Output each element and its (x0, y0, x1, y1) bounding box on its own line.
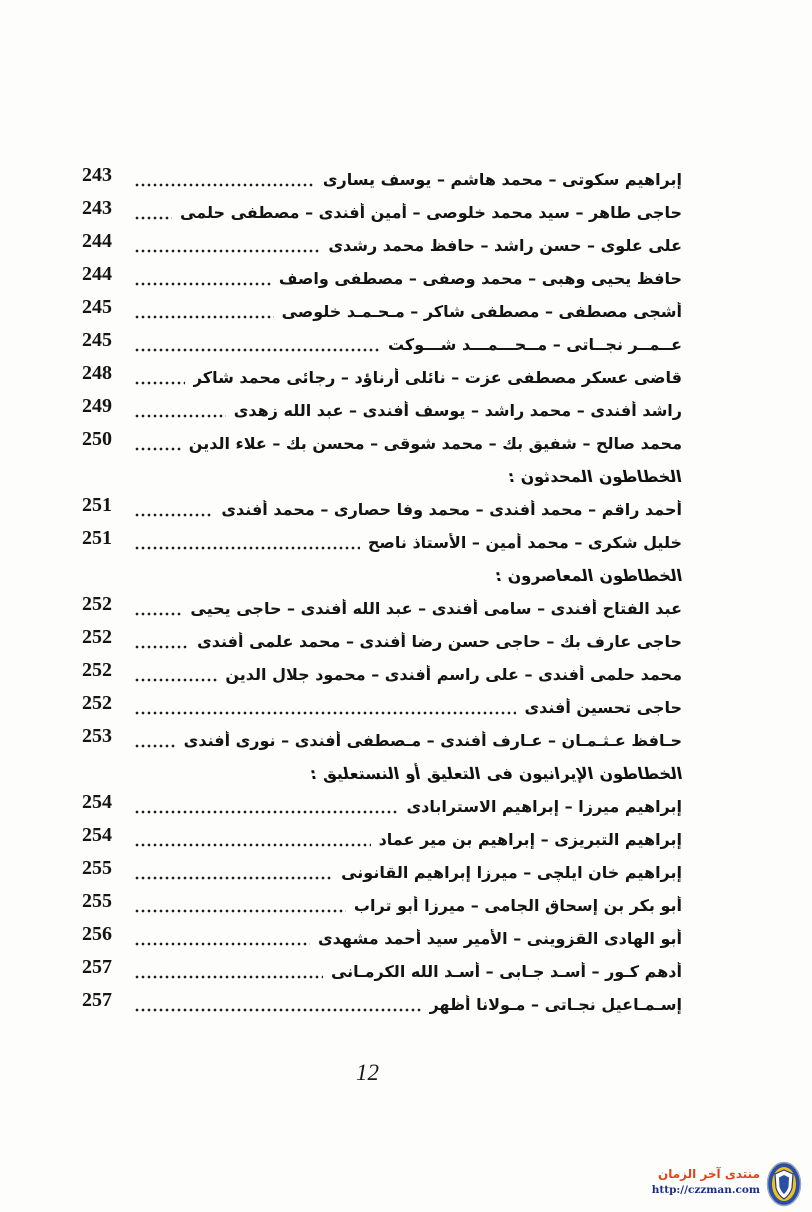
page-reference: 253 (82, 725, 112, 747)
dot-leader (134, 691, 516, 724)
toc-entry (82, 625, 682, 658)
page-reference: 245 (82, 329, 112, 351)
dot-leader (134, 526, 360, 559)
dot-leader (134, 493, 213, 526)
page-reference: 257 (82, 989, 112, 1011)
dot-leader (134, 229, 320, 262)
toc-entry (82, 889, 682, 922)
entry-names: إبراهيم خان ايلچى – ميرزا إبراهيم القانونى (341, 863, 682, 882)
page-reference: 255 (82, 890, 112, 912)
page-reference: 243 (82, 197, 112, 219)
shield-logo-icon (766, 1161, 802, 1207)
table-of-contents (82, 163, 682, 1021)
toc-entry (82, 262, 682, 295)
page-reference: 254 (82, 791, 112, 813)
watermark-site-name: منتدى آخر الزمان (658, 1167, 760, 1181)
toc-entry (82, 196, 682, 229)
toc-entry (82, 823, 682, 856)
toc-entry (82, 163, 682, 196)
page-reference: 251 (82, 494, 112, 516)
section-heading-row (82, 460, 682, 493)
toc-entry (82, 724, 682, 757)
toc-entry (82, 592, 682, 625)
toc-entry (82, 790, 682, 823)
dot-leader (134, 361, 185, 394)
section-heading-row (82, 757, 682, 790)
page-reference: 250 (82, 428, 112, 450)
watermark-url[interactable]: http://czzman.com (651, 1184, 760, 1196)
page-reference: 252 (82, 659, 112, 681)
entry-names: حـافظ عـثـمـان – عـارف أفندى – مـصطفى أفندى – نورى أفندى (183, 731, 682, 750)
toc-entry (82, 691, 682, 724)
page-reference: 249 (82, 395, 112, 417)
page-number: 12 (356, 1060, 379, 1085)
toc-entry (82, 988, 682, 1021)
entry-names: راشد أفندى – محمد راشد – يوسف أفندى – عبد الله زهدى (233, 401, 682, 420)
page-reference: 244 (82, 230, 112, 252)
toc-entry (82, 955, 682, 988)
toc-entry (82, 493, 682, 526)
dot-leader (134, 988, 421, 1021)
toc-entry (82, 922, 682, 955)
toc-entry (82, 328, 682, 361)
dot-leader (134, 955, 323, 988)
page-reference: 243 (82, 164, 112, 186)
entry-names: أدهم كـور – أسـد جـابى – أسـد الله الكرمـانى (330, 962, 682, 981)
toc-entry (82, 229, 682, 262)
dot-leader (134, 328, 380, 361)
page-reference: 257 (82, 956, 112, 978)
page-reference: 254 (82, 824, 112, 846)
page-reference: 252 (82, 692, 112, 714)
section-heading: الخطاطون الإيرانيون فى التعليق أو النستعليق : (308, 764, 684, 783)
page-reference: 251 (82, 527, 112, 549)
entry-names: حاجى عارف بك – حاجى حسن رضا أفندى – محمد علمى أفندى (197, 632, 682, 651)
dot-leader (134, 658, 217, 691)
dot-leader (134, 163, 315, 196)
toc-entry (82, 526, 682, 559)
section-heading: الخطاطون المحدثون : (506, 467, 684, 486)
entry-names: حاجى تحسين أفندى (524, 698, 682, 717)
section-heading: الخطاطون المعاصرون : (493, 566, 684, 585)
page-reference: 248 (82, 362, 112, 384)
dot-leader (134, 196, 172, 229)
dot-leader (134, 922, 310, 955)
page-reference: 245 (82, 296, 112, 318)
page-reference: 255 (82, 857, 112, 879)
dot-leader (134, 295, 274, 328)
page-reference: 252 (82, 593, 112, 615)
dot-leader (134, 394, 226, 427)
entry-names: إبراهيم سكوتى – محمد هاشم – يوسف يسارى (322, 170, 682, 189)
toc-entry (82, 394, 682, 427)
dot-leader (134, 592, 182, 625)
entry-names: أحمد راقم – محمد أفندى – محمد وفا حصارى – محمد أفندى (221, 500, 682, 519)
watermark (620, 1166, 760, 1198)
toc-entry (82, 658, 682, 691)
toc-entry (82, 295, 682, 328)
dot-leader (134, 262, 271, 295)
entry-names: حافظ يحيى وهبى – محمد وصفى – مصطفى واصف (278, 269, 682, 288)
entry-names: محمد حلمى أفندى – على راسم أفندى – محمود جلال الدين (225, 665, 682, 684)
entry-names: أبو الهادى القزوينى – الأمير سيد أحمد مشهدى (317, 929, 682, 948)
page-reference: 244 (82, 263, 112, 285)
entry-names: خليل شكرى – محمد أمين – الأستاذ ناصح (367, 533, 682, 552)
entry-names: قاضى عسكر مصطفى عزت – نائلى أرناؤد – رجائى محمد شاكر (192, 368, 682, 387)
dot-leader (134, 856, 333, 889)
page-reference: 252 (82, 626, 112, 648)
page-reference: 256 (82, 923, 112, 945)
entry-names: أشجى مصطفى – مصطفى شاكر – مـحـمـد خلوصى (281, 302, 682, 321)
entry-names: أبو بكر بن إسحاق الجامى – ميرزا أبو تراب (353, 896, 682, 915)
dot-leader (134, 790, 398, 823)
dot-leader (134, 427, 181, 460)
entry-names: على علوى – حسن راشد – حافظ محمد رشدى (328, 236, 682, 255)
toc-entry (82, 427, 682, 460)
entry-names: عبد الفتاح أفندى – سامى أفندى – عبد الله أفندى – حاجى يحيى (190, 599, 682, 618)
dot-leader (134, 823, 371, 856)
dot-leader (134, 724, 176, 757)
entry-names: إبراهيم التبريزى – إبراهيم بن مير عماد (378, 830, 682, 849)
entry-names: إسـمـاعيل نجـاتى – مـولانا أظهر (429, 995, 682, 1014)
section-heading-row (82, 559, 682, 592)
entry-names: عــمــر نجــاتى – مــحـــمـــد شـــوكت (387, 335, 682, 354)
entry-names: حاجى طاهر – سيد محمد خلوصى – أمين أفندى – مصطفى حلمى (180, 203, 682, 222)
toc-entry (82, 361, 682, 394)
entry-names: إبراهيم ميرزا – إبراهيم الاسترابادى (406, 797, 682, 816)
toc-entry (82, 856, 682, 889)
dot-leader (134, 889, 346, 922)
dot-leader (134, 625, 189, 658)
entry-names: محمد صالح – شفيق بك – محمد شوقى – محسن بك – علاء الدين (188, 434, 682, 453)
